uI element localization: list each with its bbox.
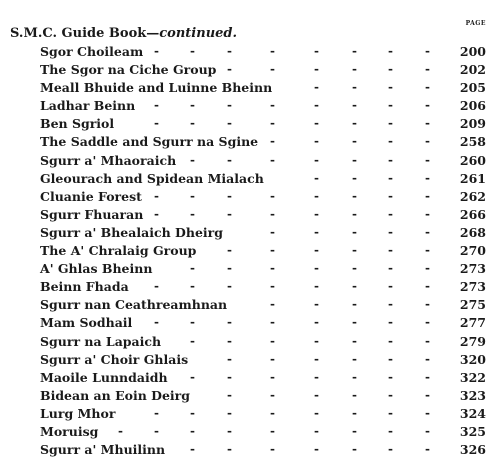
leader-dash: - (270, 333, 275, 348)
entry-title: Sgurr Fhuaran (40, 206, 144, 222)
leader-dash: - (352, 98, 357, 113)
entry-title: Cluanie Forest (40, 188, 142, 204)
leader-dash: - (270, 279, 275, 294)
leader-dash: - (388, 224, 393, 239)
leader-dash: - (227, 423, 232, 438)
leader-dash: - (425, 44, 430, 58)
leader-dash: - (154, 206, 159, 221)
entry-page-number: 273 (459, 279, 486, 295)
contents-entry (0, 62, 500, 80)
leader-dash: - (425, 261, 430, 276)
leader-dash: - (314, 261, 319, 276)
entry-title: Sgurr na Lapaich (40, 333, 162, 349)
leader-dash: - (227, 351, 232, 366)
contents-entry (0, 315, 500, 333)
leader-dash: - (388, 98, 393, 113)
leader-dash: - (388, 405, 393, 420)
contents-entry (0, 44, 500, 62)
entry-page-number: 275 (459, 297, 486, 313)
leader-dash: - (270, 442, 275, 457)
leader-dash: - (227, 62, 232, 77)
entry-title: Gleourach and Spidean Mialach (40, 170, 264, 186)
leader-dash: - (425, 351, 430, 366)
leader-dash: - (190, 423, 195, 438)
entry-page-number: 322 (459, 369, 486, 385)
contents-entry (0, 297, 500, 315)
leader-dash: - (388, 423, 393, 438)
leader-dash: - (425, 297, 430, 312)
entry-page-number: 260 (459, 152, 486, 168)
leader-dash: - (352, 188, 357, 203)
leader-dash: - (190, 279, 195, 294)
leader-dash: - (352, 333, 357, 348)
entry-page-number: 261 (459, 170, 486, 186)
leader-dash: - (154, 44, 159, 58)
leader-dash: - (154, 279, 159, 294)
contents-entry (0, 134, 500, 152)
leader-dash: - (314, 315, 319, 330)
leader-dash: - (425, 98, 430, 113)
leader-dash: - (270, 62, 275, 77)
contents-entry (0, 225, 500, 243)
leader-dash: - (154, 98, 159, 113)
leader-dash: - (388, 134, 393, 149)
leader-dash: - (388, 80, 393, 95)
leader-dash: - (270, 423, 275, 438)
entry-title: Sgurr a' Mhuilinn (40, 442, 166, 458)
leader-dash: - (425, 405, 430, 420)
leader-dash: - (314, 80, 319, 95)
leader-dash: - (425, 152, 430, 167)
leader-dash: - (352, 423, 357, 438)
leader-dash: - (352, 279, 357, 294)
entry-title: Meall Bhuide and Luinne Bheinn (40, 80, 273, 96)
leader-dash: - (388, 333, 393, 348)
leader-dash: - (227, 387, 232, 402)
leader-dash: - (190, 206, 195, 221)
leader-dash: - (190, 333, 195, 348)
leader-dash: - (270, 206, 275, 221)
leader-dash: - (190, 152, 195, 167)
leader-dash: - (227, 206, 232, 221)
leader-dash: - (190, 98, 195, 113)
leader-dash: - (314, 423, 319, 438)
leader-dash: - (227, 116, 232, 131)
leader-dash: - (352, 387, 357, 402)
entry-page-number: 323 (459, 387, 486, 403)
leader-dash: - (190, 315, 195, 330)
leader-dash: - (314, 351, 319, 366)
leader-dash: - (190, 116, 195, 131)
leader-dash: - (227, 315, 232, 330)
leader-dash: - (388, 62, 393, 77)
leader-dash: - (352, 261, 357, 276)
leader-dash: - (270, 369, 275, 384)
entry-title: Ben Sgriol (40, 116, 115, 132)
leader-dash: - (425, 224, 430, 239)
leader-dash: - (314, 98, 319, 113)
contents-entry (0, 116, 500, 134)
leader-dash: - (352, 80, 357, 95)
leader-dash: - (352, 44, 357, 58)
contents-entry (0, 334, 500, 352)
contents-entry (0, 279, 500, 297)
entry-title: Sgurr a' Mhaoraich (40, 152, 177, 168)
leader-dash: - (425, 243, 430, 258)
leader-dash: - (425, 206, 430, 221)
leader-dash: - (314, 369, 319, 384)
leader-dash: - (154, 405, 159, 420)
leader-dash: - (425, 333, 430, 348)
entry-page-number: 324 (459, 405, 486, 421)
entry-page-number: 320 (459, 351, 486, 367)
leader-dash: - (425, 387, 430, 402)
leader-dash: - (388, 261, 393, 276)
entry-page-number: 206 (459, 98, 486, 114)
leader-dash: - (388, 243, 393, 258)
contents-entry (0, 189, 500, 207)
leader-dash: - (352, 442, 357, 457)
title-continued: continued. (159, 26, 238, 41)
contents-entry (0, 171, 500, 189)
contents-entry (0, 370, 500, 388)
leader-dash: - (388, 369, 393, 384)
leader-dash: - (352, 62, 357, 77)
leader-dash: - (352, 243, 357, 258)
leader-dash: - (270, 98, 275, 113)
leader-dash: - (388, 206, 393, 221)
leader-dash: - (388, 152, 393, 167)
leader-dash: - (314, 44, 319, 58)
leader-dash: - (227, 98, 232, 113)
leader-dash: - (425, 134, 430, 149)
leader-dash: - (388, 116, 393, 131)
contents-entry (0, 207, 500, 225)
leader-dash: - (270, 315, 275, 330)
leader-dash: - (227, 188, 232, 203)
entry-title: Mam Sodhail (40, 315, 133, 331)
leader-dash: - (388, 297, 393, 312)
leader-dash: - (314, 387, 319, 402)
leader-dash: - (190, 261, 195, 276)
leader-dash: - (270, 297, 275, 312)
leader-dash: - (388, 44, 393, 58)
contents-entry (0, 388, 500, 406)
leader-dash: - (227, 369, 232, 384)
contents-entry (0, 80, 500, 98)
entry-title: Ladhar Beinn (40, 98, 136, 114)
leader-dash: - (425, 80, 430, 95)
leader-dash: - (270, 188, 275, 203)
leader-dash: - (352, 206, 357, 221)
leader-dash: - (314, 405, 319, 420)
entry-title: Sgurr a' Choir Ghlais (40, 351, 189, 367)
leader-dash: - (388, 387, 393, 402)
leader-dash: - (270, 405, 275, 420)
leader-dash: - (352, 152, 357, 167)
contents-entry (0, 243, 500, 261)
entry-page-number: 279 (459, 333, 486, 349)
leader-dash: - (314, 442, 319, 457)
leader-dash: - (314, 243, 319, 258)
leader-dash: - (388, 279, 393, 294)
page-title (10, 26, 237, 41)
entry-page-number: 273 (459, 261, 486, 277)
leader-dash: - (227, 152, 232, 167)
leader-dash: - (352, 224, 357, 239)
leader-dash: - (270, 351, 275, 366)
leader-dash: - (425, 369, 430, 384)
leader-dash: - (314, 279, 319, 294)
leader-dash: - (154, 188, 159, 203)
entry-title: Bidean an Eoin Deirg (40, 387, 191, 403)
entry-page-number: 270 (459, 243, 486, 259)
leader-dash: - (314, 206, 319, 221)
leader-dash: - (270, 134, 275, 149)
entry-title: Moruisg (40, 423, 99, 439)
leader-dash: - (352, 170, 357, 185)
entry-page-number: 268 (459, 224, 486, 240)
leader-dash: - (270, 44, 275, 58)
contents-entry (0, 406, 500, 424)
entry-title: The Sgor na Ciche Group (40, 62, 217, 78)
leader-dash: - (314, 188, 319, 203)
entry-page-number: 202 (459, 62, 486, 78)
entry-page-number: 326 (459, 442, 486, 458)
leader-dash: - (227, 243, 232, 258)
leader-dash: - (425, 423, 430, 438)
leader-dash: - (425, 170, 430, 185)
leader-dash: - (388, 315, 393, 330)
leader-dash: - (352, 116, 357, 131)
leader-dash: - (388, 170, 393, 185)
leader-dash: - (270, 243, 275, 258)
leader-dash: - (352, 315, 357, 330)
entry-page-number: 262 (459, 188, 486, 204)
leader-dash: - (314, 333, 319, 348)
entry-title: Lurg Mhor (40, 405, 116, 421)
leader-dash: - (388, 188, 393, 203)
leader-dash: - (270, 261, 275, 276)
title-main: S.M.C. Guide Book— (10, 26, 160, 41)
leader-dash: - (314, 116, 319, 131)
leader-dash: - (270, 152, 275, 167)
leader-dash: - (227, 261, 232, 276)
entry-page-number: 266 (459, 206, 486, 222)
entry-page-number: 325 (459, 423, 486, 439)
entry-title: The Saddle and Sgurr na Sgine (40, 134, 259, 150)
leader-dash: - (154, 116, 159, 131)
entry-title: A' Ghlas Bheinn (40, 261, 153, 277)
leader-dash: - (190, 44, 195, 58)
leader-dash: - (227, 442, 232, 457)
leader-dash: - (352, 297, 357, 312)
contents-entry (0, 424, 500, 442)
leader-dash: - (190, 369, 195, 384)
leader-dash: - (314, 224, 319, 239)
leader-dash: - (227, 44, 232, 58)
leader-dash: - (227, 333, 232, 348)
leader-dash: - (352, 134, 357, 149)
leader-dash: - (190, 188, 195, 203)
entry-title: Beinn Fhada (40, 279, 129, 295)
contents-entry (0, 98, 500, 116)
leader-dash: - (270, 387, 275, 402)
entry-page-number: 258 (459, 134, 486, 150)
leader-dash: - (314, 297, 319, 312)
leader-dash: - (314, 134, 319, 149)
entry-page-number: 209 (459, 116, 486, 132)
leader-dash: - (190, 442, 195, 457)
contents-list (0, 44, 500, 460)
leader-dash: - (118, 423, 123, 438)
leader-dash: - (227, 405, 232, 420)
leader-dash: - (314, 152, 319, 167)
entry-title: The A' Chralaig Group (40, 243, 197, 259)
contents-entry (0, 352, 500, 370)
leader-dash: - (352, 405, 357, 420)
contents-entry (0, 153, 500, 171)
page-label: PAGE (465, 20, 486, 27)
leader-dash: - (154, 423, 159, 438)
entry-title: Sgurr a' Bhealaich Dheirg (40, 224, 223, 240)
entry-page-number: 200 (459, 44, 486, 59)
contents-entry (0, 261, 500, 279)
leader-dash: - (314, 62, 319, 77)
leader-dash: - (154, 315, 159, 330)
leader-dash: - (425, 188, 430, 203)
leader-dash: - (425, 315, 430, 330)
entry-page-number: 205 (459, 80, 486, 96)
leader-dash: - (425, 116, 430, 131)
leader-dash: - (388, 351, 393, 366)
contents-entry (0, 442, 500, 460)
leader-dash: - (425, 62, 430, 77)
leader-dash: - (190, 405, 195, 420)
leader-dash: - (270, 224, 275, 239)
leader-dash: - (270, 116, 275, 131)
entry-title: Sgurr nan Ceathreamhnan (40, 297, 228, 313)
leader-dash: - (352, 369, 357, 384)
entry-title: Maoile Lunndaidh (40, 369, 168, 385)
leader-dash: - (314, 170, 319, 185)
entry-page-number: 277 (459, 315, 486, 331)
leader-dash: - (352, 351, 357, 366)
leader-dash: - (227, 279, 232, 294)
entry-title: Sgor Choileam (40, 44, 144, 59)
leader-dash: - (425, 279, 430, 294)
leader-dash: - (425, 442, 430, 457)
leader-dash: - (388, 442, 393, 457)
